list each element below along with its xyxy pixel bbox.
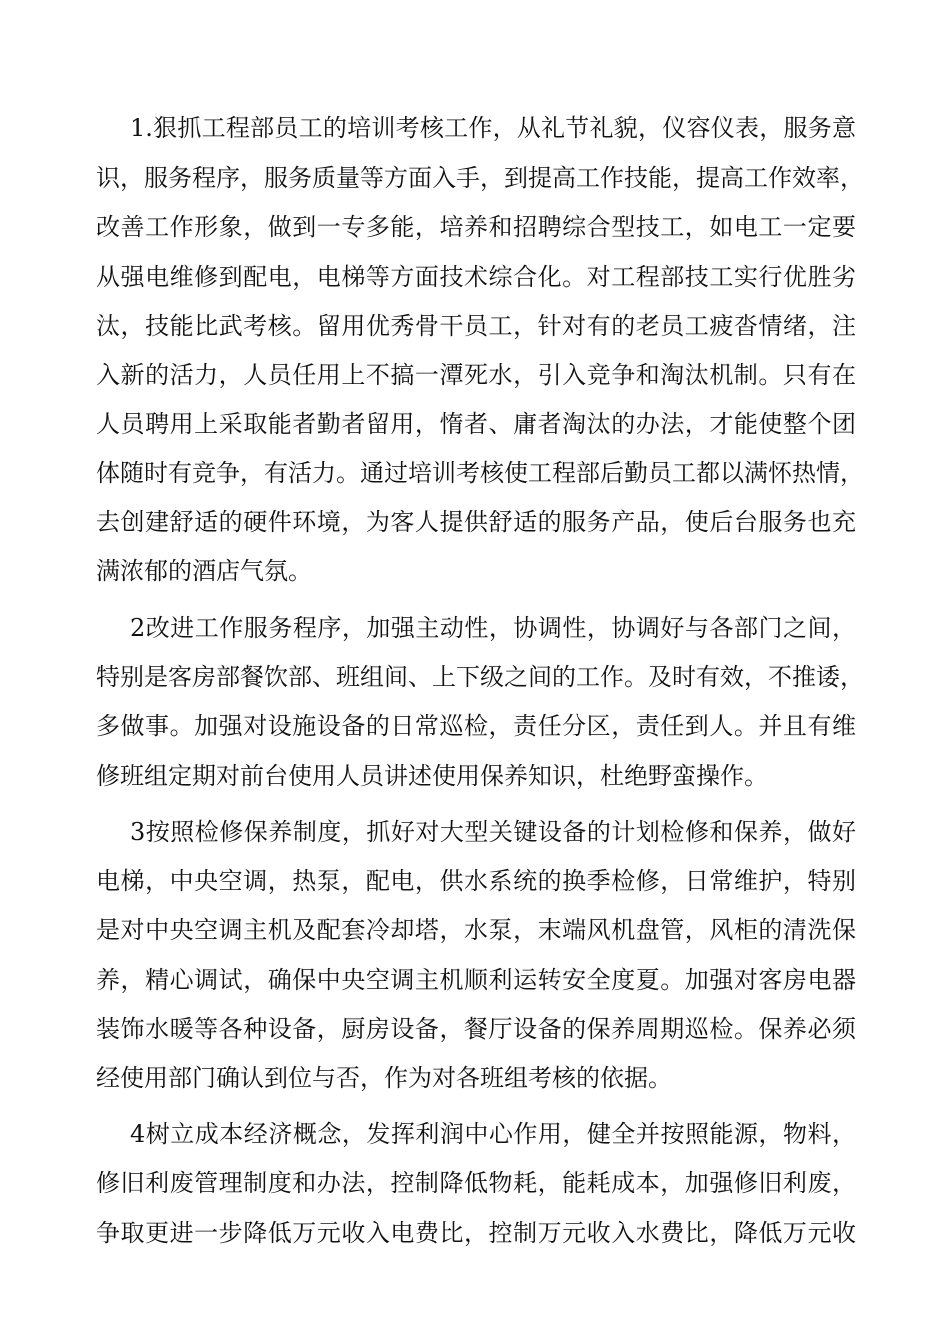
paragraph-1-line-4: 从强电维修到配电，电梯等方面技术综合化。对工程部技工实行优胜劣 [96, 263, 856, 291]
paragraph-4-line-3: 争取更进一步降低万元收入电费比，控制万元收入水费比，降低万元收 [96, 1219, 856, 1247]
paragraph-4-line-1: 4树立成本经济概念，发挥利润中心作用，健全并按照能源，物料， [130, 1120, 856, 1148]
paragraph-3-line-2: 电梯，中央空调，热泵，配电，供水系统的换季检修，日常维护，特别 [96, 867, 856, 895]
paragraph-2-line-1: 2改进工作服务程序，加强主动性，协调性，协调好与各部门之间， [130, 614, 856, 642]
paragraph-1-line-5: 汰，技能比武考核。留用优秀骨干员工，针对有的老员工疲沓情绪，注 [96, 312, 856, 340]
paragraph-4-line-2: 修旧利废管理制度和办法，控制降低物耗，能耗成本，加强修旧利废， [96, 1169, 856, 1197]
paragraph-1-line-2: 识，服务程序，服务质量等方面入手，到提高工作技能，提高工作效率， [96, 164, 864, 192]
paragraph-3-line-5: 装饰水暖等各种设备，厨房设备，餐厅设备的保养周期巡检。保养必须 [96, 1015, 856, 1043]
paragraph-1-line-6: 入新的活力，人员任用上不搞一潭死水，引入竞争和淘汰机制。只有在 [96, 361, 856, 389]
paragraph-1-line-7: 人员聘用上采取能者勤者留用，惰者、庸者淘汰的办法，才能使整个团 [96, 410, 856, 438]
paragraph-1-line-1: 1.狠抓工程部员工的培训考核工作，从礼节礼貌，仪容仪表，服务意 [130, 114, 856, 142]
paragraph-3-line-3: 是对中央空调主机及配套冷却塔，水泵，末端风机盘管，风柜的清洗保 [96, 916, 856, 944]
paragraph-1-line-3: 改善工作形象，做到一专多能，培养和招聘综合型技工，如电工一定要 [96, 213, 856, 241]
paragraph-2-line-2: 特别是客房部餐饮部、班组间、上下级之间的工作。及时有效，不推诿， [96, 663, 864, 691]
paragraph-3-line-4: 养，精心调试，确保中央空调主机顺利运转安全度夏。加强对客房电器 [96, 966, 856, 994]
paragraph-1-line-10: 满浓郁的酒店气氛。 [96, 557, 312, 585]
paragraph-3-line-6: 经使用部门确认到位与否，作为对各班组考核的依据。 [96, 1064, 672, 1092]
paragraph-2-line-4: 修班组定期对前台使用人员讲述使用保养知识，杜绝野蛮操作。 [96, 762, 768, 790]
paragraph-2-line-3: 多做事。加强对设施设备的日常巡检，责任分区，责任到人。并且有维 [96, 712, 856, 740]
paragraph-1-line-8: 体随时有竞争，有活力。通过培训考核使工程部后勤员工都以满怀热情， [96, 459, 864, 487]
paragraph-1-line-9: 去创建舒适的硬件环境，为客人提供舒适的服务产品，使后台服务也充 [96, 508, 856, 536]
paragraph-3-line-1: 3按照检修保养制度，抓好对大型关键设备的计划检修和保养，做好 [130, 818, 856, 846]
